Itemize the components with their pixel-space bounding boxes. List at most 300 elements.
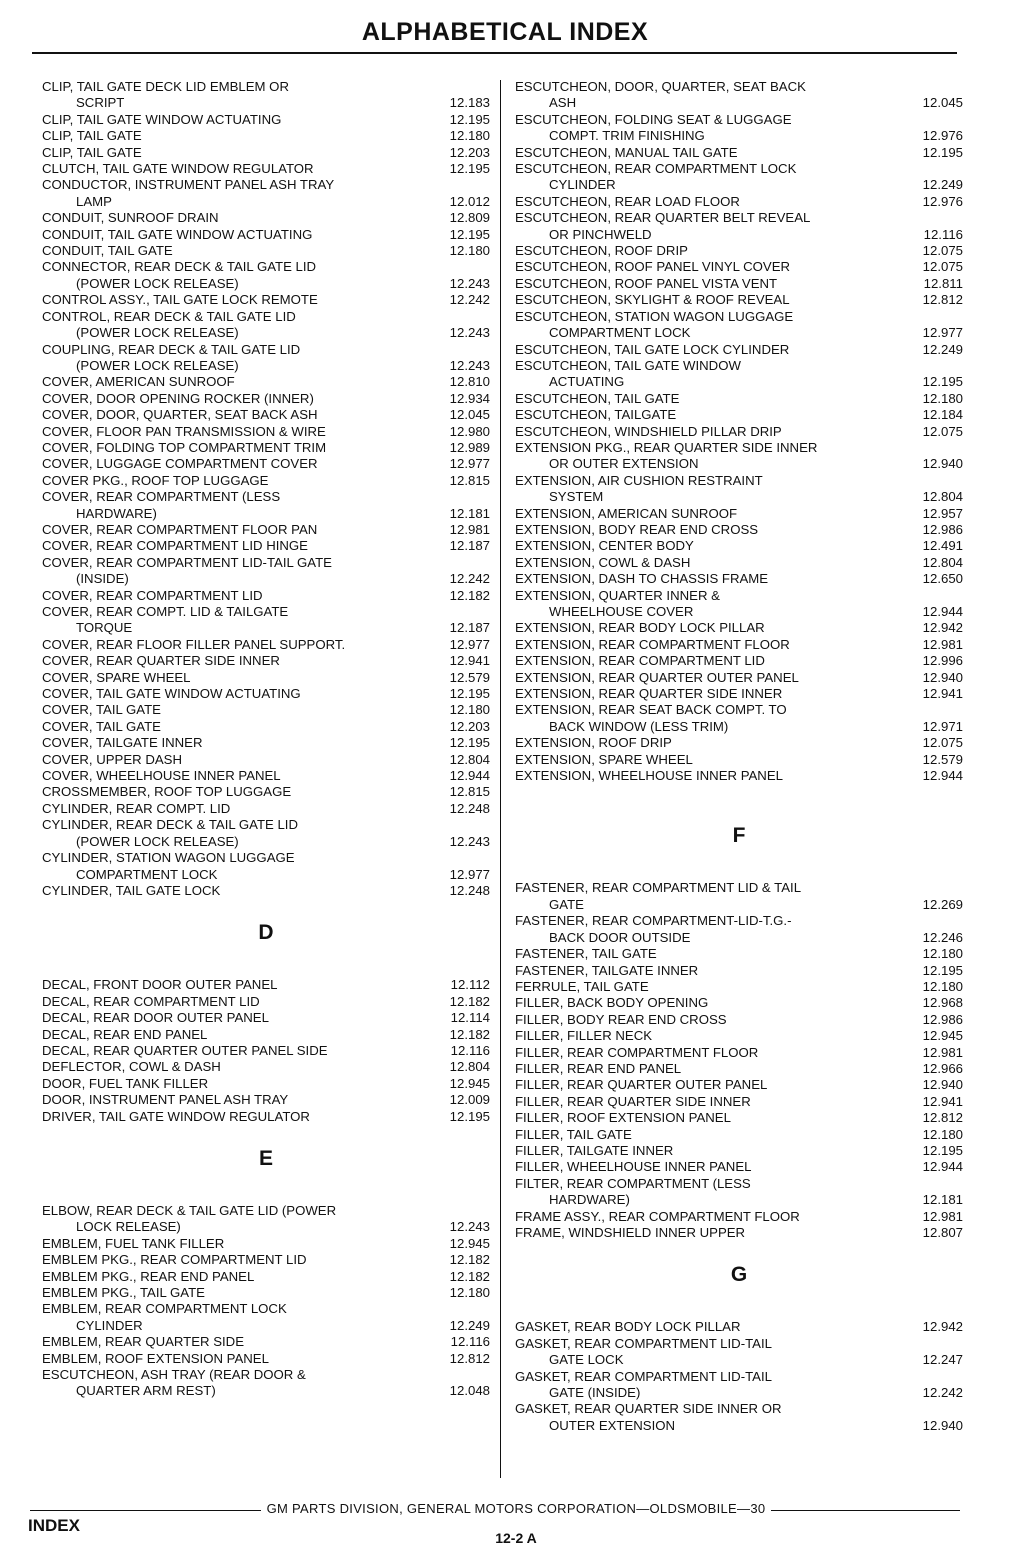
section-letter-e: E [258,1146,273,1170]
entry-text: EMBLEM, ROOF EXTENSION PANEL [42,1350,269,1366]
entry-text: EXTENSION, REAR SEAT BACK COMPT. TO [515,702,787,718]
index-entry [42,752,490,768]
index-entry [42,1092,490,1108]
entry-text-continued: BACK WINDOW (LESS TRIM) [549,718,729,734]
index-entry [42,1059,490,1075]
entry-text: COVER, REAR COMPARTMENT (LESS [42,489,281,505]
entry-text: EXTENSION, BODY REAR END CROSS [515,521,759,537]
entry-text: COVER, REAR COMPT. LID & TAILGATE [42,604,289,619]
page-number: 12-2 A [495,1530,537,1546]
index-entry [42,112,490,128]
entry-text: FILTER, REAR COMPARTMENT (LESS [515,1175,751,1191]
page-reference: 12.180 [922,390,963,406]
page-reference: 12.242 [449,571,490,587]
index-entry [42,1109,490,1125]
index-entry [515,963,963,979]
entry-text: COVER, FLOOR PAN TRANSMISSION & WIRE [42,423,326,439]
page-reference: 12.980 [449,423,490,439]
index-entry [42,1367,490,1400]
entry-text: ESCUTCHEON, ROOF DRIP [515,243,688,259]
page-reference: 12.242 [922,1385,963,1401]
entry-text-continued: (INSIDE) [76,571,129,587]
index-entry [42,588,490,604]
index-entry [515,79,963,112]
entry-text: COVER, WHEELHOUSE INNER PANEL [42,768,281,784]
entry-text: EXTENSION, REAR QUARTER SIDE INNER [515,686,783,702]
entry-text: GASKET, REAR COMPARTMENT LID-TAIL [515,1335,772,1351]
index-entry [42,1334,490,1350]
entry-text-continued: ASH [549,95,577,111]
page-reference: 12.249 [922,177,963,193]
entry-text: DEFLECTOR, COWL & DASH [42,1059,221,1075]
entry-text: FILLER, REAR QUARTER OUTER PANEL [515,1077,768,1093]
page-reference: 12.804 [922,554,963,570]
index-entry [42,292,490,308]
index-entry [515,1012,963,1028]
entry-text: FASTENER, REAR COMPARTMENT LID & TAIL [515,880,802,896]
entry-text-continued: CYLINDER [76,1317,143,1333]
entry-text-continued: BACK DOOR OUTSIDE [549,929,691,945]
page-reference: 12.181 [449,505,490,521]
page-reference: 12.183 [449,95,490,111]
entry-text: COVER, SPARE WHEEL [42,669,191,685]
entry-text: CONDUIT, SUNROOF DRAIN [42,210,219,226]
entry-text: FILLER, BODY REAR END CROSS [515,1011,727,1027]
entry-text: FILLER, TAILGATE INNER [515,1142,674,1158]
entry-text: FASTENER, TAILGATE INNER [515,962,699,978]
entry-text: CONDUIT, TAIL GATE [42,243,173,259]
index-entry [42,1252,490,1268]
index-entry [42,374,490,390]
page-reference: 12.269 [922,896,963,912]
index-entry [42,817,490,850]
page-reference: 12.986 [922,521,963,537]
title-rule [32,52,957,54]
index-entry [515,440,963,473]
entry-text: ESCUTCHEON, DOOR, QUARTER, SEAT BACK [515,79,806,94]
page-reference: 12.804 [449,751,490,767]
entry-text: CLIP, TAIL GATE [42,144,142,160]
index-entry [515,1028,963,1044]
entry-text-continued: QUARTER ARM REST) [76,1383,216,1399]
entry-text: GASKET, REAR QUARTER SIDE INNER OR [515,1401,782,1417]
index-entry [515,522,963,538]
index-entry [42,391,490,407]
entry-text: EXTENSION, COWL & DASH [515,554,691,570]
entry-text: EXTENSION, WHEELHOUSE INNER PANEL [515,768,783,784]
index-entry [515,735,963,751]
entry-text: FILLER, ROOF EXTENSION PANEL [515,1110,731,1126]
entry-text: CONTROL ASSY., TAIL GATE LOCK REMOTE [42,292,318,308]
index-entry [515,1319,963,1335]
index-entry [515,276,963,292]
index-entry [515,210,963,243]
index-entry [42,473,490,489]
entry-text: COVER, TAIL GATE [42,702,161,718]
index-entry [515,588,963,621]
section-spacer [42,956,490,977]
page-reference: 12.957 [922,505,963,521]
entry-text: FERRULE, TAIL GATE [515,978,649,994]
index-entry [515,112,963,145]
page-reference: 12.944 [922,604,963,619]
entry-text: EMBLEM, REAR COMPARTMENT LOCK [42,1301,287,1317]
entry-text: CYLINDER, REAR DECK & TAIL GATE LID [42,817,298,833]
index-entry [42,309,490,342]
entry-text-continued: LAMP [76,193,112,209]
entry-text: COUPLING, REAR DECK & TAIL GATE LID [42,341,301,357]
entry-text: CLIP, TAIL GATE WINDOW ACTUATING [42,111,282,127]
page-reference: 12.976 [922,128,963,144]
entry-text: FILLER, REAR COMPARTMENT FLOOR [515,1044,759,1060]
index-entry [515,1369,963,1402]
entry-text: DOOR, INSTRUMENT PANEL ASH TRAY [42,1092,289,1108]
page-reference: 12.966 [922,1060,963,1076]
page-reference: 12.195 [449,686,490,702]
page-reference: 12.941 [449,653,490,669]
entry-text-continued: OUTER EXTENSION [549,1417,676,1433]
index-entry [42,1285,490,1301]
page-reference: 12.009 [449,1092,490,1108]
entry-text: ESCUTCHEON, TAILGATE [515,407,677,423]
entry-text: COVER PKG., ROOF TOP LUGGAGE [42,472,269,488]
index-entry [515,243,963,259]
index-entry [42,1301,490,1334]
index-entry [42,1269,490,1285]
entry-text: COVER, REAR COMPARTMENT LID HINGE [42,538,308,554]
left-index-column [42,79,490,1400]
index-entry [515,1045,963,1061]
entry-text: CYLINDER, STATION WAGON LUGGAGE [42,850,295,866]
entry-text-continued: HARDWARE) [549,1192,630,1208]
index-entry [515,342,963,358]
entry-text-continued: GATE (INSIDE) [549,1385,641,1401]
entry-text: FRAME, WINDSHIELD INNER UPPER [515,1225,746,1240]
page-reference: 12.182 [449,587,490,603]
entry-text: ESCUTCHEON, MANUAL TAIL GATE [515,144,738,160]
index-entry [42,994,490,1010]
index-entry [515,702,963,735]
page-reference: 12.243 [449,325,490,341]
index-entry [42,604,490,637]
index-entry [515,670,963,686]
page-reference: 12.804 [449,1059,490,1075]
entry-text: EXTENSION, QUARTER INNER & [515,587,720,603]
entry-text: FILLER, REAR END PANEL [515,1060,682,1076]
entry-text: CLIP, TAIL GATE DECK LID EMBLEM OR [42,79,289,94]
entry-text: EXTENSION PKG., REAR QUARTER SIDE INNER [515,439,818,455]
page-reference: 12.180 [449,1285,490,1300]
entry-text: ESCUTCHEON, ROOF PANEL VINYL COVER [515,259,791,275]
entry-text-continued: LOCK RELEASE) [76,1219,181,1235]
page-reference: 12.247 [922,1352,963,1368]
page-reference: 12.182 [449,993,490,1009]
page-reference: 12.981 [922,1044,963,1060]
index-entry [42,719,490,735]
entry-text: EMBLEM PKG., REAR COMPARTMENT LID [42,1252,307,1268]
page-reference: 12.116 [450,1334,490,1350]
page-reference: 12.045 [449,407,490,423]
index-entry [515,391,963,407]
entry-text: DECAL, FRONT DOOR OUTER PANEL [42,977,278,993]
entry-text-continued: COMPT. TRIM FINISHING [549,128,705,144]
entry-text: EMBLEM PKG., TAIL GATE [42,1285,205,1300]
index-entry [515,1176,963,1209]
entry-text: EXTENSION, REAR COMPARTMENT FLOOR [515,636,790,652]
page-reference: 12.195 [449,111,490,127]
section-spacer [515,1298,963,1319]
page-reference: 12.195 [449,1108,490,1124]
page-reference: 12.249 [449,1317,490,1333]
page-reference: 12.243 [449,1219,490,1235]
index-entry [42,883,490,899]
entry-text: FILLER, FILLER NECK [515,1028,653,1044]
entry-text: CROSSMEMBER, ROOF TOP LUGGAGE [42,784,292,800]
index-entry [42,1351,490,1367]
page-reference: 12.243 [449,275,490,291]
index-entry [42,702,490,718]
entry-text-continued: CYLINDER [549,177,616,193]
page-reference: 12.012 [449,193,490,209]
index-entry [515,1094,963,1110]
entry-text: ESCUTCHEON, ROOF PANEL VISTA VENT [515,275,778,291]
page-reference: 12.981 [449,521,490,537]
entry-text: COVER, TAIL GATE WINDOW ACTUATING [42,686,301,702]
index-entry [515,358,963,391]
page-reference: 12.180 [922,978,963,994]
entry-text-continued: TORQUE [76,620,133,636]
page-reference: 12.195 [449,735,490,751]
page-reference: 12.977 [449,866,490,882]
page-reference: 12.187 [449,620,490,636]
page-reference: 12.195 [922,962,963,978]
section-letter-f: F [732,824,746,848]
index-entry [42,1010,490,1026]
entry-text: ESCUTCHEON, REAR LOAD FLOOR [515,193,740,209]
index-entry [42,128,490,144]
entry-text-continued: COMPARTMENT LOCK [549,325,691,341]
page-reference: 12.812 [922,292,963,308]
page-reference: 12.650 [922,571,963,587]
entry-text: DECAL, REAR END PANEL [42,1026,208,1042]
entry-text: FRAME ASSY., REAR COMPARTMENT FLOOR [515,1208,800,1224]
section-spacer [42,1182,490,1203]
index-entry [42,977,490,993]
entry-text: EXTENSION, REAR QUARTER OUTER PANEL [515,669,799,685]
entry-text: EXTENSION, REAR BODY LOCK PILLAR [515,620,765,636]
index-entry [515,620,963,636]
entry-text: CYLINDER, TAIL GATE LOCK [42,882,221,898]
page-reference: 12.940 [922,1417,963,1433]
entry-text: DECAL, REAR QUARTER OUTER PANEL SIDE [42,1042,328,1058]
index-entry [515,1225,963,1241]
index-entry [515,979,963,995]
entry-text: GASKET, REAR BODY LOCK PILLAR [515,1319,741,1335]
entry-text: CONNECTOR, REAR DECK & TAIL GATE LID [42,259,317,275]
entry-text-continued: SCRIPT [76,95,125,111]
entry-text: COVER, REAR FLOOR FILLER PANEL SUPPORT. [42,636,346,652]
page-reference: 12.195 [922,144,963,160]
index-entry [42,637,490,653]
page-reference: 12.075 [922,243,963,259]
entry-text-continued: ACTUATING [549,374,625,390]
section-letter-g: G [730,1263,748,1287]
page-reference: 12.942 [922,1319,963,1335]
page-reference: 12.112 [450,977,490,993]
entry-text: FILLER, TAIL GATE [515,1126,632,1142]
page-reference: 12.182 [449,1026,490,1042]
index-entry [515,686,963,702]
entry-text: ESCUTCHEON, REAR QUARTER BELT REVEAL [515,210,811,226]
page-reference: 12.180 [922,1126,963,1142]
page-reference: 12.180 [449,702,490,718]
index-entry [515,995,963,1011]
page-reference: 12.977 [922,325,963,341]
entry-text: ESCUTCHEON, FOLDING SEAT & LUGGAGE [515,111,792,127]
index-entry [42,768,490,784]
index-entry [515,555,963,571]
index-entry [515,1061,963,1077]
page-reference: 12.246 [922,929,963,945]
page-reference: 12.809 [449,210,490,226]
index-entry [42,407,490,423]
page-reference: 12.116 [923,226,963,242]
page-reference: 12.815 [449,784,490,800]
page-reference: 12.940 [922,669,963,685]
entry-text: EXTENSION, REAR COMPARTMENT LID [515,653,765,669]
index-entry [42,456,490,472]
page-reference: 12.181 [922,1192,963,1208]
entry-text: EXTENSION, ROOF DRIP [515,735,672,751]
entry-text: COVER, AMERICAN SUNROOF [42,374,235,390]
page-reference: 12.243 [449,833,490,849]
index-entry [42,1236,490,1252]
index-entry [42,850,490,883]
index-entry [42,670,490,686]
entry-text: DECAL, REAR COMPARTMENT LID [42,993,260,1009]
page-reference: 12.243 [449,357,490,373]
page-reference: 12.812 [922,1110,963,1126]
entry-text: EXTENSION, SPARE WHEEL [515,751,693,767]
page-reference: 12.942 [922,620,963,636]
index-entry [515,1209,963,1225]
page-reference: 12.996 [922,653,963,669]
entry-text: CONDUIT, TAIL GATE WINDOW ACTUATING [42,226,313,242]
page-reference: 12.945 [922,1028,963,1044]
index-entry [515,768,963,784]
page-reference: 12.075 [922,423,963,439]
page-reference: 12.804 [922,489,963,505]
entry-text: CLUTCH, TAIL GATE WINDOW REGULATOR [42,161,314,177]
index-entry [42,555,490,588]
page-reference: 12.981 [922,1208,963,1224]
entry-text: COVER, REAR COMPARTMENT LID-TAIL GATE [42,554,332,570]
page-reference: 12.180 [449,243,490,259]
page-reference: 12.248 [449,882,490,898]
page-reference: 12.981 [922,636,963,652]
entry-text: COVER, TAILGATE INNER [42,735,203,751]
index-entry [515,161,963,194]
right-index-column [515,79,963,1434]
index-entry [515,292,963,308]
entry-text-continued: WHEELHOUSE COVER [549,604,694,619]
page-reference: 12.187 [449,538,490,554]
index-entry [515,1401,963,1434]
page-reference: 12.203 [449,144,490,160]
page-reference: 12.977 [449,456,490,472]
footer-publisher-text: GM PARTS DIVISION, GENERAL MOTORS CORPORATION—OLDSMOBILE—30 [261,1501,772,1516]
page-reference: 12.940 [922,456,963,472]
index-entry [42,1203,490,1236]
index-entry [515,259,963,275]
index-entry [515,506,963,522]
index-entry [515,1159,963,1175]
index-entry [515,473,963,506]
entry-text: COVER, REAR COMPARTMENT LID [42,587,263,603]
page-reference: 12.968 [922,995,963,1011]
index-entry [515,407,963,423]
entry-text: COVER, REAR COMPARTMENT FLOOR PAN [42,521,318,537]
entry-text: CONTROL, REAR DECK & TAIL GATE LID [42,308,296,324]
page-reference: 12.811 [923,275,963,291]
entry-text: COVER, FOLDING TOP COMPARTMENT TRIM [42,439,327,455]
entry-text: FILLER, WHEELHOUSE INNER PANEL [515,1159,752,1175]
index-entry [515,637,963,653]
index-entry [515,880,963,913]
entry-text: COVER, LUGGAGE COMPARTMENT COVER [42,456,318,472]
page-reference: 12.248 [449,800,490,816]
index-entry [42,210,490,226]
page-reference: 12.934 [449,390,490,406]
entry-text: ESCUTCHEON, TAIL GATE [515,390,680,406]
page-reference: 12.195 [922,374,963,390]
page-reference: 12.944 [922,1159,963,1175]
page-reference: 12.184 [922,407,963,423]
entry-text-continued: (POWER LOCK RELEASE) [76,325,239,341]
index-entry [515,1110,963,1126]
entry-text: ESCUTCHEON, REAR COMPARTMENT LOCK [515,161,797,177]
entry-text-continued: GATE [549,896,584,912]
index-entry [42,538,490,554]
page-reference: 12.986 [922,1011,963,1027]
index-entry [42,1043,490,1059]
page-reference: 12.941 [922,686,963,702]
index-entry [42,653,490,669]
page-reference: 12.971 [922,718,963,734]
page-reference: 12.807 [922,1225,963,1240]
index-entry [42,424,490,440]
index-entry [515,194,963,210]
entry-text: COVER, DOOR OPENING ROCKER (INNER) [42,390,314,406]
page-reference: 12.182 [449,1252,490,1268]
entry-text: FASTENER, REAR COMPARTMENT-LID-T.G.- [515,913,792,929]
index-entry [515,145,963,161]
entry-text: ESCUTCHEON, SKYLIGHT & ROOF REVEAL [515,292,790,308]
page-reference: 12.180 [449,128,490,144]
page-reference: 12.195 [449,226,490,242]
page-reference: 12.940 [922,1077,963,1093]
index-entry [515,1127,963,1143]
entry-text: ELBOW, REAR DECK & TAIL GATE LID (POWER [42,1202,337,1218]
index-entry [42,145,490,161]
entry-text: ESCUTCHEON, TAIL GATE WINDOW [515,357,741,373]
entry-text: FILLER, REAR QUARTER SIDE INNER [515,1093,751,1109]
index-entry [515,424,963,440]
entry-text: DOOR, FUEL TANK FILLER [42,1075,209,1091]
page-reference: 12.941 [922,1093,963,1109]
entry-text-continued: (POWER LOCK RELEASE) [76,833,239,849]
index-entry [515,946,963,962]
